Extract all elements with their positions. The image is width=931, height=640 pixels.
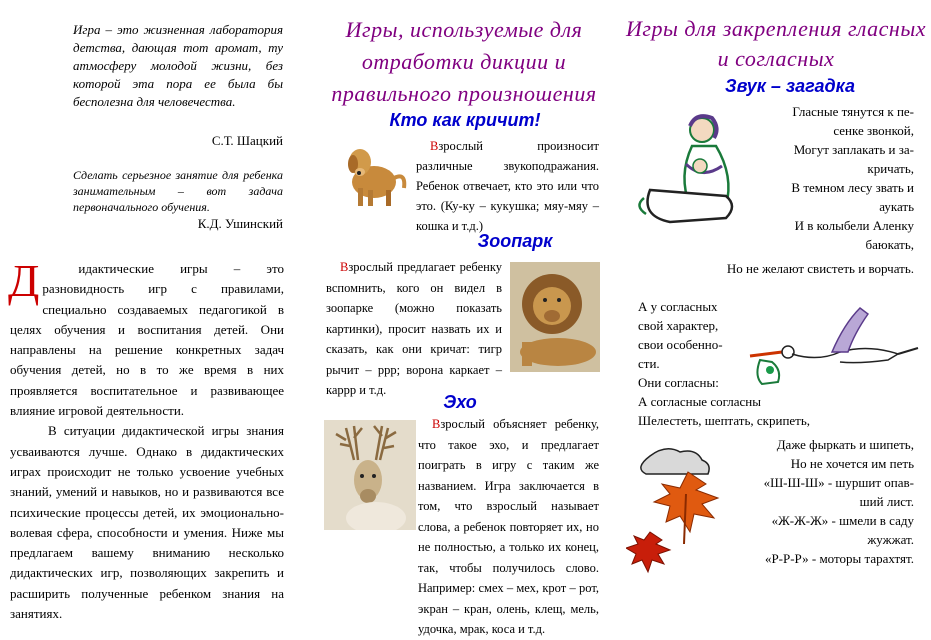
paragraph-didactic-text: идактические игры – это разновидность игр с правилами, специально создаваемых педагогикой в целях обучения и воспитания детей. Они направлены на решение конкретных задач обучения детей, но в то же время в них проявляется воспитательное и развивающее влияние игровой деятельности. <box>10 261 284 419</box>
quote-ushinsky-author: К.Д. Ушинский <box>197 216 283 231</box>
column-middle <box>310 0 620 636</box>
quote-shatsky-author: С.Т. Шацкий <box>211 133 283 148</box>
verse-line: Даже фыркать и шипеть, <box>776 437 914 452</box>
verse-line: сенке звонкой, <box>833 123 914 138</box>
game1-text <box>416 136 599 236</box>
verse-consonants <box>638 297 918 430</box>
game3-text <box>418 414 599 640</box>
game1-body: зрослый произносит различные звукоподражания. Ребенок отвечает, кто это или что это. (Ку-ку – кукушка; мяу-мяу – кошка и т.д.) <box>416 139 599 233</box>
verse-line: А согласные согласны <box>638 394 761 409</box>
verse-line: Гласные тянутся к пе- <box>792 104 914 119</box>
verse-line: аукать <box>879 199 914 214</box>
intro-text <box>8 255 284 624</box>
heading-sound-riddle: Звук – загадка <box>725 76 855 96</box>
lion-image <box>510 262 600 372</box>
verse-line: жужжат. <box>867 532 914 547</box>
heading-echo: Эхо <box>443 392 477 412</box>
game3-body: зрослый объясняет ребенку, что такое эхо, и предлагает поиграть в игру с таким же названием. Игра заключается в том, что взрослый называет слова, а ребенок повторяет их, но не полностью, а только их конец, так, чтобы получилось слово. Например: смех – мех, крот – рот, экран – кран, олень, клещ, мель, удочка, мрак, коса и т.д. <box>418 417 599 636</box>
dog-image <box>332 140 412 210</box>
verse-line: Шелестеть, шептать, скрипеть, <box>638 413 811 428</box>
verse-line: «Р-Р-Р» - моторы тарахтят. <box>764 551 914 566</box>
drop-cap: Д <box>8 255 40 306</box>
heading-zoo: Зоопарк <box>477 231 553 251</box>
autumn-leaves-image <box>626 444 730 574</box>
verse-line: В темном лесу звать и <box>791 180 914 195</box>
paragraph-didactic <box>8 255 284 421</box>
game2-text <box>326 257 502 401</box>
quote-ushinsky: Сделать серьезное занятие для ребенка занимательным – вот задача первоначального обучения. <box>73 168 283 214</box>
verse-line: свои особенно- <box>638 337 723 352</box>
game1-cap: В <box>430 139 439 153</box>
column-right <box>620 0 931 628</box>
verse-line: И в колыбели Аленку <box>794 218 914 233</box>
verse-line: Но не хочется им петь <box>790 456 914 471</box>
verse-line: ший лист. <box>859 494 914 509</box>
verse-vowels <box>718 102 914 254</box>
verse-line: А у согласных <box>638 299 718 314</box>
column-left <box>0 0 310 628</box>
verse-line: кричать, <box>867 161 914 176</box>
game3-cap: В <box>432 417 441 431</box>
verse-line: Могут заплакать и за- <box>793 142 914 157</box>
verse-line: сти. <box>638 356 660 371</box>
verse-consonants-right <box>720 435 914 568</box>
title-diction-games: Игры, используемые для отработки дикции и правильного произношения <box>331 17 597 106</box>
verse-line: «Ш-Ш-Ш» - шуршит опав- <box>763 475 914 490</box>
game2-body: зрослый предлагает ребенку вспомнить, кого он видел в зоопарке (можно показать картинки), просит назвать их и сказать, как они кричат: тигр рычит – ррр; ворона каркает – каррр и т.д. <box>326 260 502 397</box>
verse-line: «Ж-Ж-Ж» - шмели в саду <box>771 513 914 528</box>
quote-shatsky: Игра – это жизненная лаборатория детства, дающая тот аромат, ту атмосферу молодой жизни, без которой эта пора ее была бы бесполезна для человечества. <box>73 22 283 109</box>
reindeer-image <box>324 420 416 530</box>
verse-line-last: Но не желают свистеть и ворчать. <box>726 261 914 276</box>
verse-line: баюкать, <box>865 237 914 252</box>
verse-line: свой характер, <box>638 318 719 333</box>
heading-who-cries: Кто как кричит! <box>389 110 541 130</box>
title-vowels-consonants: Игры для закрепления гласных и согласных <box>626 16 926 71</box>
game2-cap: В <box>340 260 349 274</box>
verse-line: Они согласны: <box>638 375 719 390</box>
paragraph-knowledge: В ситуации дидактической игры знания усваиваются лучше. Однако в дидактических играх происходит не только усвоение учебных знаний, умений и навыков, но и развиваются все психические процессы детей, их эмоционально-волевая сфера, способности и умения. Ниже мы предлагаем вашему вниманию несколько дидактических игр, позволяющих закрепить и расширить полученные ребенком знания на занятиях. <box>10 423 284 622</box>
